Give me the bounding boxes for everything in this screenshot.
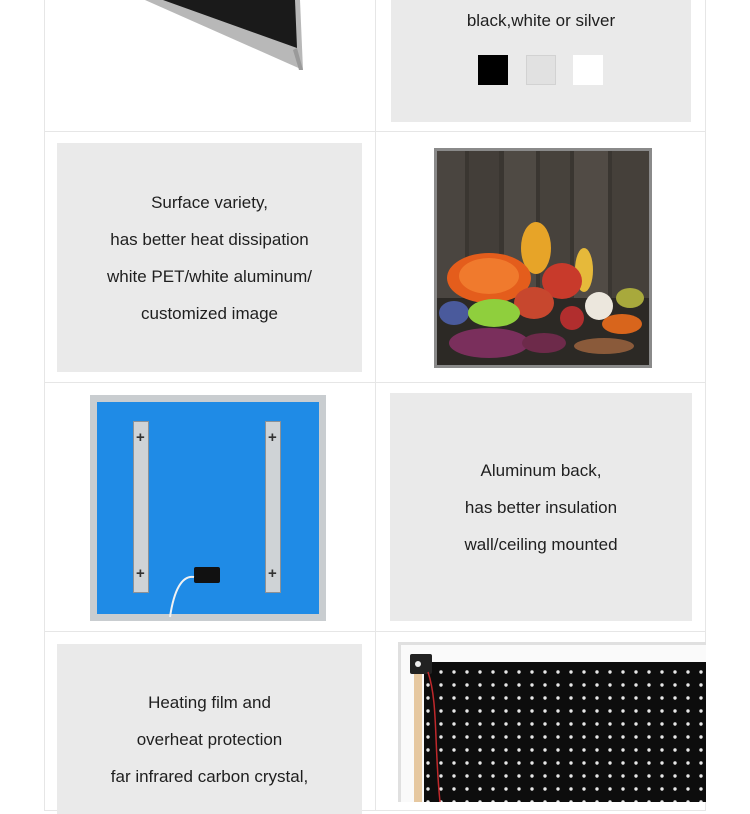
surface-line-2: has better heat dissipation	[110, 229, 309, 249]
back-line-2: has better insulation	[464, 497, 618, 517]
heating-line-2: overheat protection	[136, 730, 283, 749]
back-line-1: Aluminum back,	[480, 460, 602, 480]
surface-variety-box	[57, 143, 362, 372]
surface-line-3: white PET/white aluminum/	[106, 266, 313, 286]
color-options-text: black,white or silver	[466, 11, 616, 30]
black-swatch	[478, 55, 508, 85]
row3-right-cell	[375, 382, 706, 632]
surface-line-4: customized image	[140, 303, 278, 323]
row4-right-cell	[375, 631, 706, 811]
row3-left-cell	[44, 382, 376, 632]
screw-icon: +	[136, 565, 145, 582]
heating-line-1: Heating film and	[148, 693, 271, 712]
heating-film-box	[57, 644, 362, 814]
silver-swatch	[526, 55, 556, 85]
aluminum-back-box	[390, 393, 692, 621]
surface-line-1: Surface variety,	[151, 192, 268, 212]
heater-panel-corner-image	[45, 0, 375, 130]
fruit-still-life-image	[434, 148, 652, 368]
row2-left-cell	[44, 131, 376, 383]
row4-left-cell	[44, 631, 376, 811]
row2-right-cell	[375, 131, 706, 383]
screw-icon: +	[268, 565, 277, 582]
white-swatch	[573, 55, 603, 85]
back-line-3: wall/ceiling mounted	[464, 534, 618, 554]
aluminum-back-image	[90, 395, 326, 621]
heating-film-image	[398, 642, 706, 802]
heating-line-3: far infrared carbon crystal,	[110, 767, 309, 786]
row1-left-cell	[44, 0, 376, 132]
screw-icon: +	[268, 429, 277, 446]
power-cable	[90, 395, 326, 621]
row1-right-cell	[375, 0, 706, 132]
screw-icon: +	[136, 429, 145, 446]
